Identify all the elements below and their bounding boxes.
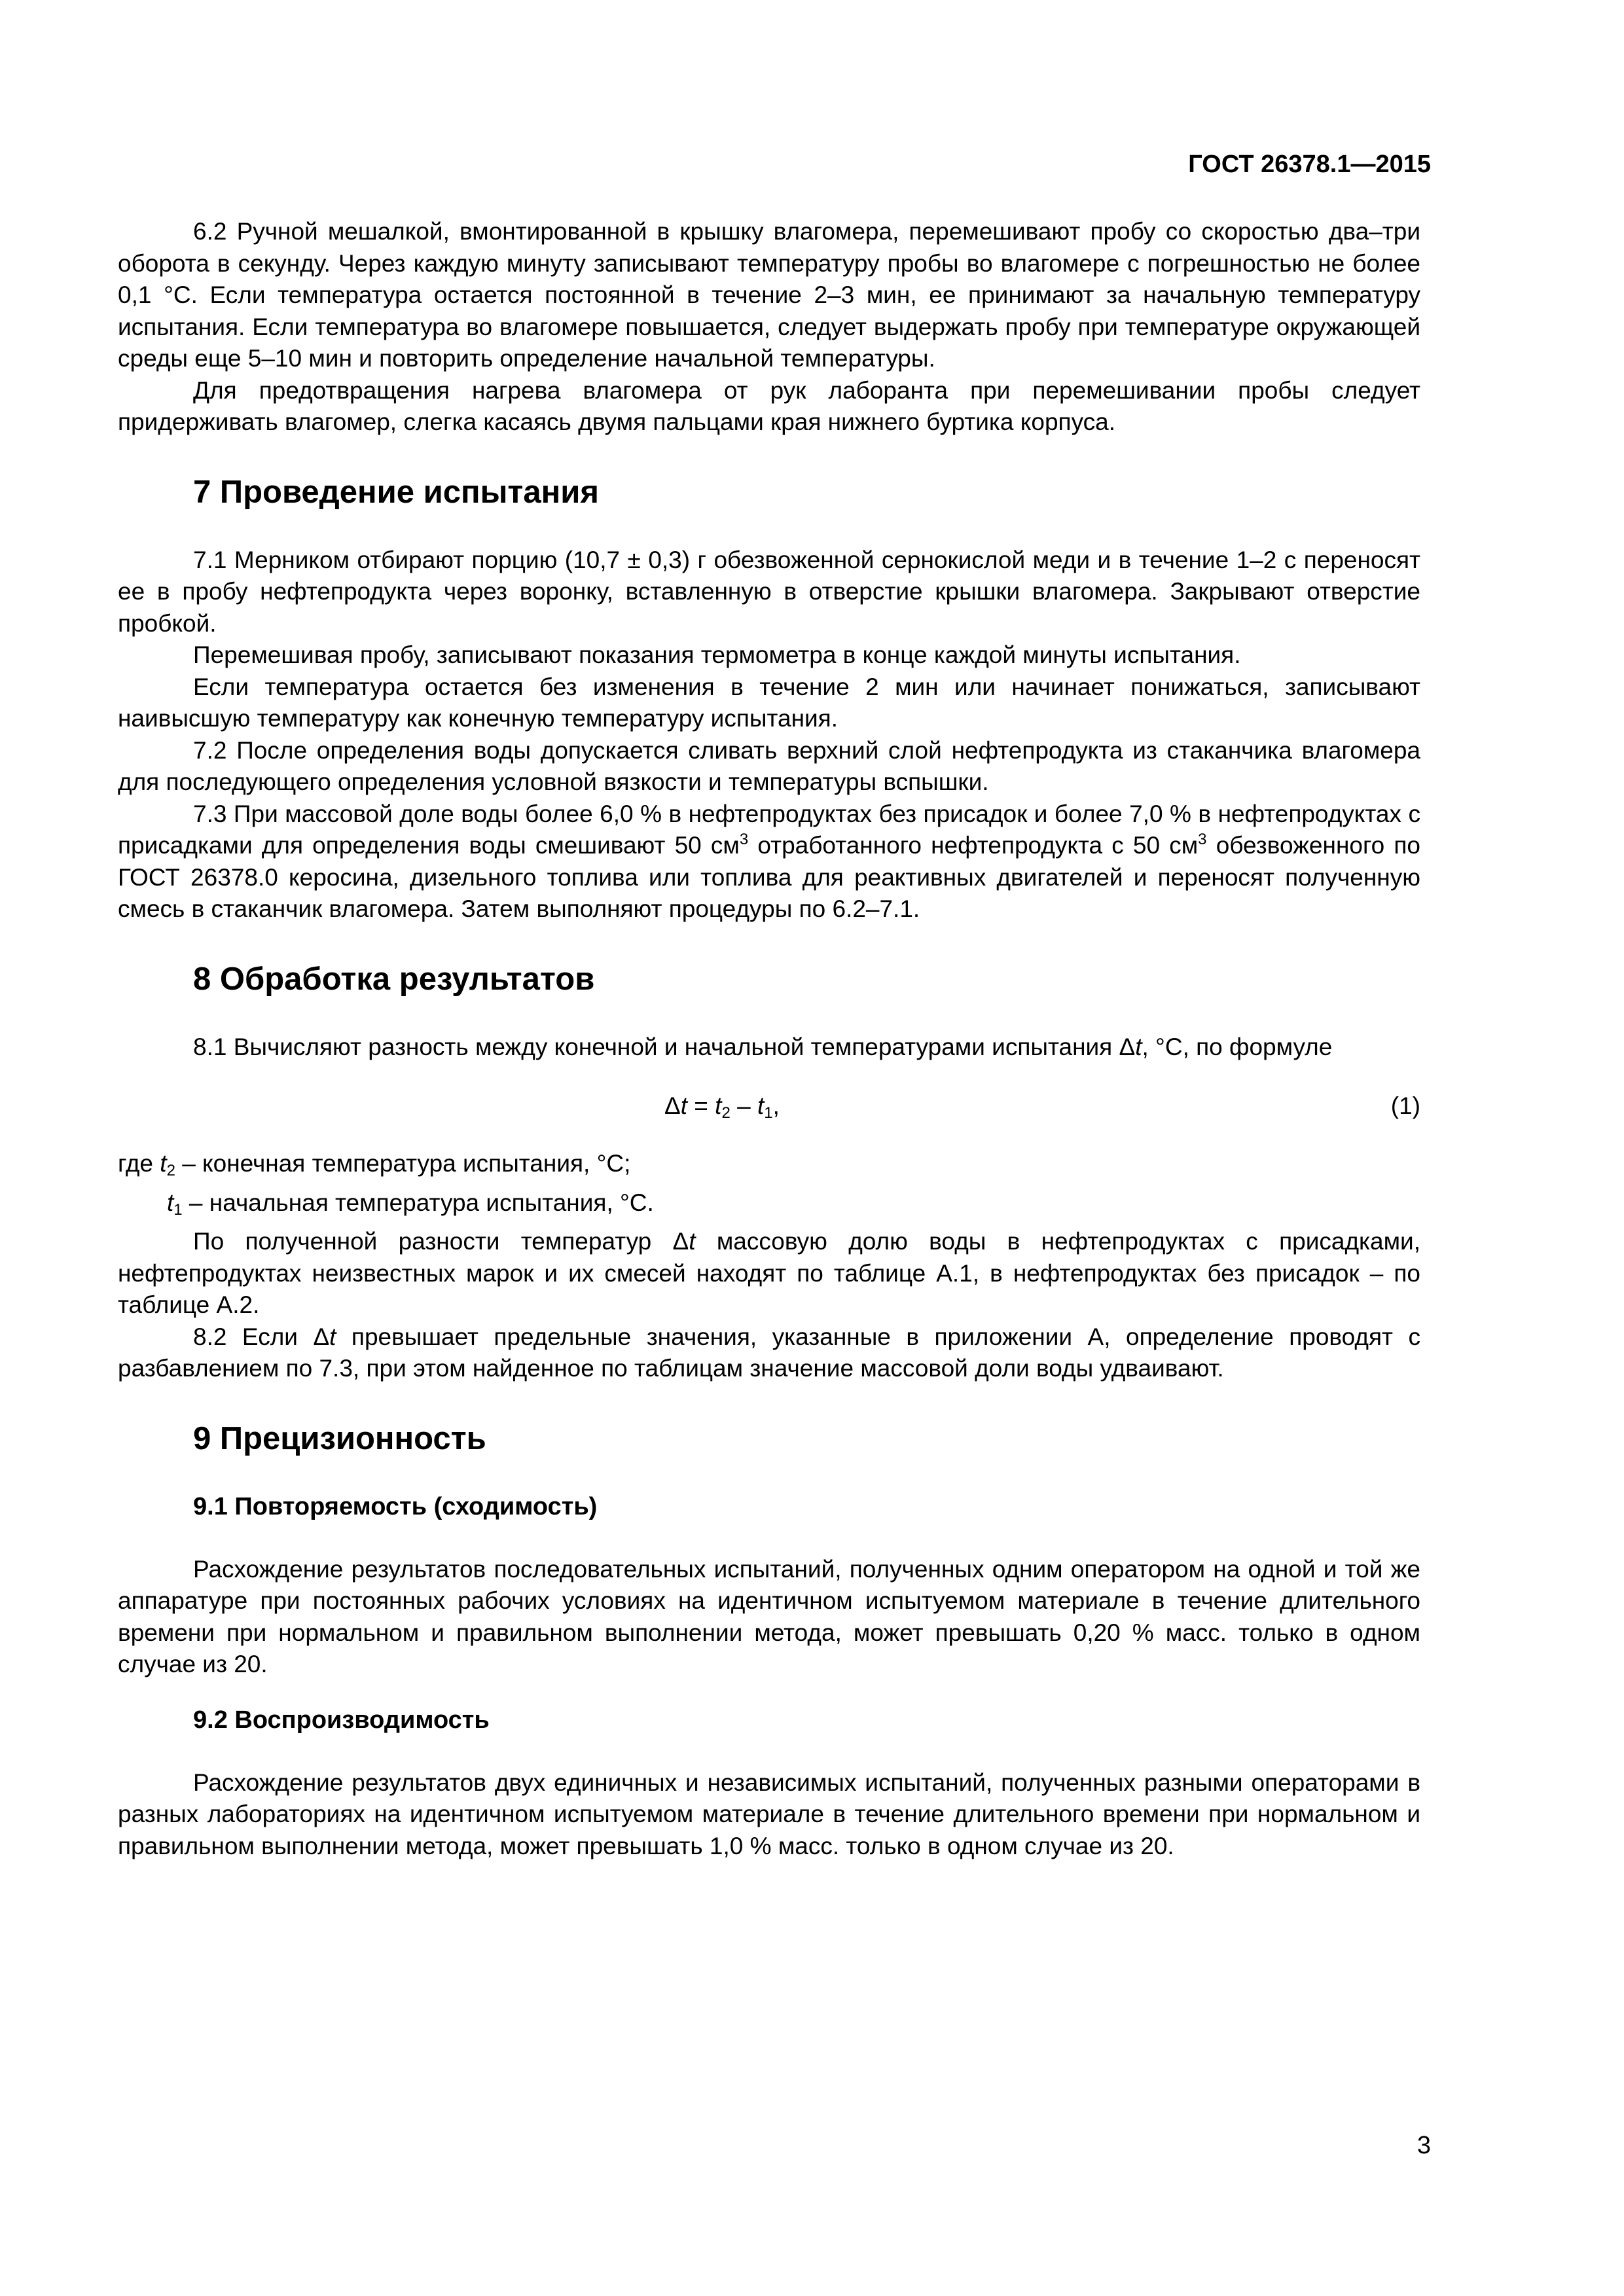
paragraph-7-3-part-2: отработанного нефтепродукта с 50 см	[748, 832, 1199, 859]
where-text: – конечная температура испытания, °С;	[175, 1150, 631, 1177]
formula-subscript-1: 1	[764, 1104, 773, 1122]
formula-1	[664, 1090, 780, 1130]
variable-t: t	[689, 1228, 696, 1255]
where-t1-definition	[118, 1187, 1420, 1227]
paragraph-6-2: 6.2 Ручной мешалкой, вмонтированной в крышку влагомера, перемешивают пробу со скоростью два–три оборота в секунду. Через каждую минуту записывают температуру пробы во влагомере с погрешностью не более 0,1 °С. Если температура остается постоянной в течение 2–3 мин, ее принимают за начальную температуру испытания. Если температура во влагомере повышается, следует выдержать пробу при температуре окружающей среды еще 5–10 мин и повторить определение начальной температуры.	[118, 218, 1420, 372]
where-t2-definition	[118, 1148, 1420, 1187]
section-9-heading: 9 Прецизионность	[193, 1420, 486, 1456]
paragraph-7-3-part-3: обезвоженного по ГОСТ 26378.0 керосина, дизельного топлива или топлива для реактивных двигателей и переносят полученную смесь в стаканчик влагомера. Затем выполняют процедуры по 6.2–7.1.	[118, 832, 1420, 922]
paragraph-9-1: Расхождение результатов последовательных испытаний, полученных одним оператором на одной и той же аппаратуре при постоянных рабочих условиях на идентичном испытуемом материале в течение длительного времени при нормальном и правильном выполнении метода, может превышать 0,20 % масс. только в одном случае из 20.	[118, 1555, 1420, 1677]
document-body	[118, 216, 1420, 1862]
where-var: t	[160, 1150, 167, 1177]
paragraph-part-2: массовую долю воды в нефтепродуктах с присадками, нефтепродуктах неизвестных марок и их смесей находят по таблице А.1, в нефтепродуктах без присадок – по таблице А.2.	[118, 1228, 1421, 1318]
paragraph-8-1-part-2: , °С, по формуле	[1142, 1033, 1333, 1060]
cubic-exponent: 3	[1198, 831, 1207, 848]
paragraph-7-2: 7.2 После определения воды допускается сливать верхний слой нефтепродукта из стаканчика влагомера для последующего определения условной вязкости и температуры вспышки.	[118, 736, 1420, 795]
formula-var-t2: t	[715, 1092, 722, 1119]
where-text: – начальная температура испытания, °С.	[182, 1189, 654, 1216]
page-number: 3	[1416, 2132, 1431, 2159]
formula-row	[118, 1090, 1420, 1122]
variable-t: t	[1135, 1033, 1142, 1060]
variable-t: t	[329, 1323, 336, 1350]
paragraph-8-2	[118, 1321, 1420, 1385]
formula-number: (1)	[1390, 1092, 1420, 1119]
formula-comma: ,	[772, 1092, 780, 1119]
section-8-heading: 8 Обработка результатов	[193, 961, 595, 997]
paragraph-part-2: превышает предельные значения, указанные в приложении А, определение проводят с разбавлением по 7.3, при этом найденное по таблицам значение массовой доли воды удваивают.	[118, 1323, 1420, 1382]
paragraph-8-1-tables	[118, 1226, 1420, 1321]
subsection-9-1-heading: 9.1 Повторяемость (сходимость)	[193, 1492, 598, 1520]
where-var: t	[167, 1189, 174, 1216]
paragraph-7-3-part-1: 7.3 При массовой доле воды более 6,0 % в нефтепродуктах без присадок и более 7,0 % в нефтепродуктах с присадками для определения воды смешивают 50 см	[118, 800, 1420, 859]
paragraph-8-1-part-1: 8.1 Вычисляют разность между конечной и начальной температурами испытания Δ	[193, 1033, 1136, 1060]
where-subscript: 1	[173, 1200, 183, 1219]
paragraph-7-1-b: Перемешивая пробу, записывают показания термометра в конце каждой минуты испытания.	[193, 641, 1241, 668]
formula-subscript-2: 2	[721, 1104, 731, 1122]
paragraph-6-2-note: Для предотвращения нагрева влагомера от рук лаборанта при перемешивании пробы следует придерживать влагомер, слегка касаясь двумя пальцами края нижнего буртика корпуса.	[118, 376, 1420, 435]
cubic-exponent: 3	[739, 831, 749, 848]
subsection-9-2-heading: 9.2 Воспроизводимость	[193, 1706, 490, 1734]
section-7-heading: 7 Проведение испытания	[193, 474, 599, 510]
formula-minus: –	[730, 1092, 757, 1119]
paragraph-8-1	[118, 1031, 1420, 1064]
formula-var-t1: t	[757, 1092, 765, 1119]
where-subscript: 2	[166, 1162, 175, 1179]
formula-equals: =	[687, 1092, 715, 1119]
formula-var-t: t	[680, 1092, 687, 1119]
document-code-header: ГОСТ 26378.1—2015	[1188, 151, 1431, 178]
where-label: где	[118, 1150, 160, 1177]
paragraph-part-1: 8.2 Если Δ	[193, 1323, 330, 1350]
paragraph-7-3	[118, 798, 1420, 925]
paragraph-part-1: По полученной разности температур Δ	[193, 1228, 689, 1255]
paragraph-7-1-c: Если температура остается без изменения в течение 2 мин или начинает понижаться, записывают наивысшую температуру как конечную температуру испытания.	[118, 673, 1420, 732]
paragraph-7-1: 7.1 Мерником отбирают порцию (10,7 ± 0,3) г обезвоженной сернокислой меди и в течение 1–2 с переносят ее в пробу нефтепродукта через воронку, вставленную в отверстие крышки влагомера. Закрывают отверстие пробкой.	[118, 546, 1420, 637]
formula-delta: Δ	[664, 1092, 681, 1119]
paragraph-9-2: Расхождение результатов двух единичных и независимых испытаний, полученных разными операторами в разных лабораториях на идентичном испытуемом материале в течение длительного времени при нормальном и правильном выполнении метода, может превышать 1,0 % масс. только в одном случае из 20.	[118, 1768, 1420, 1859]
